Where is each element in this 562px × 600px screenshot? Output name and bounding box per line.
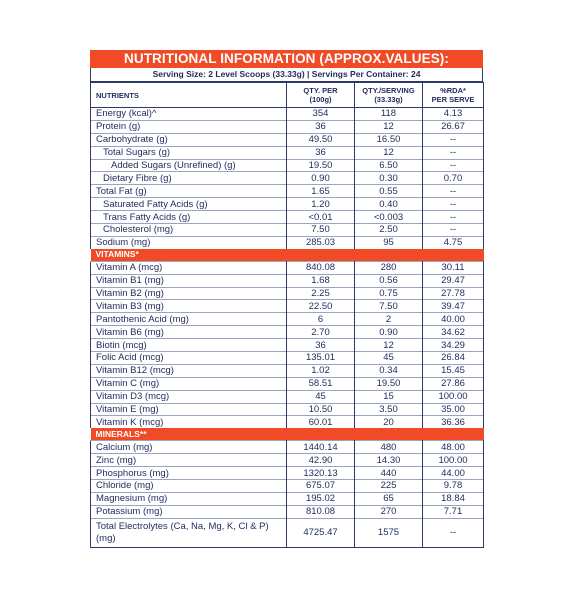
qty-per-100g-cell: 7.50	[287, 224, 355, 237]
rda-percent-cell: --	[423, 224, 484, 237]
rda-percent-cell: 100.00	[423, 390, 484, 403]
nutrient-name-cell: Vitamin C (mg)	[91, 377, 287, 390]
table-row	[91, 198, 484, 211]
qty-per-100g-cell: 840.08	[287, 261, 355, 274]
qty-per-serving-cell: 225	[355, 480, 423, 493]
qty-per-serving-cell: 0.55	[355, 185, 423, 198]
rda-percent-cell: --	[423, 185, 484, 198]
qty-per-serving-cell: 19.50	[355, 377, 423, 390]
nutrient-name-cell: Vitamin B3 (mg)	[91, 300, 287, 313]
nutrient-name-cell: Zinc (mg)	[91, 454, 287, 467]
qty-per-serving-cell: 480	[355, 441, 423, 454]
table-row	[91, 492, 484, 505]
rda-percent-cell: 34.29	[423, 339, 484, 352]
rda-percent-cell: 34.62	[423, 326, 484, 339]
rda-percent-cell: 4.75	[423, 236, 484, 248]
rda-percent-cell: --	[423, 198, 484, 211]
rda-percent-cell: --	[423, 211, 484, 224]
column-header-per-serving-line2: (33.33g)	[374, 95, 403, 104]
qty-per-100g-cell: 1.68	[287, 274, 355, 287]
table-row	[91, 261, 484, 274]
nutrient-name-cell: Phosphorus (mg)	[91, 467, 287, 480]
qty-per-100g-cell: <0.01	[287, 211, 355, 224]
nutrient-name-cell: Calcium (mg)	[91, 441, 287, 454]
qty-per-serving-cell: 0.56	[355, 274, 423, 287]
rda-percent-cell: 26.84	[423, 352, 484, 365]
qty-per-100g-cell: 195.02	[287, 492, 355, 505]
qty-per-100g-cell: 1320.13	[287, 467, 355, 480]
nutrient-name-cell: Magnesium (mg)	[91, 492, 287, 505]
rda-percent-cell: 18.84	[423, 492, 484, 505]
qty-per-serving-cell: 118	[355, 108, 423, 121]
rda-percent-cell: 30.11	[423, 261, 484, 274]
qty-per-100g-cell: 45	[287, 390, 355, 403]
qty-per-100g-cell: 36	[287, 146, 355, 159]
qty-per-serving-cell: 0.34	[355, 364, 423, 377]
qty-per-serving-cell: <0.003	[355, 211, 423, 224]
table-row	[91, 313, 484, 326]
rda-percent-cell: 26.67	[423, 120, 484, 133]
qty-per-100g-cell: 810.08	[287, 505, 355, 518]
qty-per-100g-cell: 354	[287, 108, 355, 121]
qty-per-100g-cell: 6	[287, 313, 355, 326]
qty-per-serving-cell: 0.90	[355, 326, 423, 339]
qty-per-100g-cell: 58.51	[287, 377, 355, 390]
nutrient-name-cell: Vitamin B12 (mcg)	[91, 364, 287, 377]
qty-per-serving-cell: 440	[355, 467, 423, 480]
rda-percent-cell: 27.86	[423, 377, 484, 390]
rda-percent-cell: 40.00	[423, 313, 484, 326]
rda-percent-cell: 0.70	[423, 172, 484, 185]
rda-percent-cell: 100.00	[423, 454, 484, 467]
nutrient-name-cell: Total Fat (g)	[91, 185, 287, 198]
nutrient-name-cell: Vitamin B2 (mg)	[91, 287, 287, 300]
column-header-rda-line1: %RDA*	[440, 86, 466, 95]
qty-per-100g-cell: 4725.47	[287, 518, 355, 547]
nutrition-facts-panel	[90, 50, 483, 548]
rda-percent-cell: --	[423, 159, 484, 172]
nutrient-name-cell: Potassium (mg)	[91, 505, 287, 518]
table-row	[91, 364, 484, 377]
qty-per-100g-cell: 285.03	[287, 236, 355, 248]
qty-per-serving-cell: 65	[355, 492, 423, 505]
table-row	[91, 224, 484, 237]
rda-percent-cell: 9.78	[423, 480, 484, 493]
table-row	[91, 454, 484, 467]
nutrient-name-cell: Chloride (mg)	[91, 480, 287, 493]
qty-per-100g-cell: 36	[287, 120, 355, 133]
rda-percent-cell: 36.36	[423, 416, 484, 428]
qty-per-100g-cell: 2.25	[287, 287, 355, 300]
qty-per-serving-cell: 0.40	[355, 198, 423, 211]
section-header	[91, 428, 484, 441]
table-row	[91, 146, 484, 159]
nutrient-name-cell: Pantothenic Acid (mg)	[91, 313, 287, 326]
qty-per-serving-cell: 12	[355, 120, 423, 133]
nutrient-name-cell: Added Sugars (Unrefined) (g)	[91, 159, 287, 172]
table-row	[91, 133, 484, 146]
nutrient-name-cell: Dietary Fibre (g)	[91, 172, 287, 185]
table-row	[91, 390, 484, 403]
table-row	[91, 339, 484, 352]
rda-percent-cell: 7.71	[423, 505, 484, 518]
qty-per-100g-cell: 2.70	[287, 326, 355, 339]
table-row	[91, 211, 484, 224]
section-header	[91, 249, 484, 262]
qty-per-serving-cell: 280	[355, 261, 423, 274]
qty-per-100g-cell: 1.65	[287, 185, 355, 198]
rda-percent-cell: 44.00	[423, 467, 484, 480]
section-label: MINERALS**	[91, 428, 484, 441]
nutrient-name-cell: Vitamin E (mg)	[91, 403, 287, 416]
qty-per-serving-cell: 95	[355, 236, 423, 248]
rda-percent-cell: --	[423, 146, 484, 159]
qty-per-serving-cell: 3.50	[355, 403, 423, 416]
rda-percent-cell: 4.13	[423, 108, 484, 121]
rda-percent-cell: --	[423, 518, 484, 547]
qty-per-serving-cell: 16.50	[355, 133, 423, 146]
rda-percent-cell: 35.00	[423, 403, 484, 416]
qty-per-100g-cell: 1440.14	[287, 441, 355, 454]
rda-percent-cell: 29.47	[423, 274, 484, 287]
qty-per-100g-cell: 19.50	[287, 159, 355, 172]
qty-per-100g-cell: 1.02	[287, 364, 355, 377]
qty-per-100g-cell: 675.07	[287, 480, 355, 493]
qty-per-serving-cell: 12	[355, 146, 423, 159]
qty-per-serving-cell: 0.75	[355, 287, 423, 300]
nutrient-name-cell: Trans Fatty Acids (g)	[91, 211, 287, 224]
qty-per-serving-cell: 14.30	[355, 454, 423, 467]
qty-per-serving-cell: 12	[355, 339, 423, 352]
nutrient-name-cell: Vitamin B6 (mg)	[91, 326, 287, 339]
qty-per-100g-cell: 36	[287, 339, 355, 352]
nutrient-name-cell: Vitamin K (mcg)	[91, 416, 287, 428]
qty-per-100g-cell: 42.90	[287, 454, 355, 467]
column-header-per-100g	[287, 83, 355, 108]
nutrient-name-cell: Total Sugars (g)	[91, 146, 287, 159]
qty-per-serving-cell: 2	[355, 313, 423, 326]
qty-per-100g-cell: 1.20	[287, 198, 355, 211]
nutrient-name-cell: Vitamin A (mcg)	[91, 261, 287, 274]
column-header-per-100g-line1: QTY. PER	[303, 86, 338, 95]
table-row	[91, 172, 484, 185]
nutrient-name-cell: Protein (g)	[91, 120, 287, 133]
qty-per-100g-cell: 10.50	[287, 403, 355, 416]
panel-title: NUTRITIONAL INFORMATION (APPROX.VALUES):	[90, 50, 483, 68]
column-header-per-serving	[355, 83, 423, 108]
nutrition-table-body	[91, 108, 484, 548]
table-row	[91, 441, 484, 454]
table-row	[91, 108, 484, 121]
nutrient-name-cell: Total Electrolytes (Ca, Na, Mg, K, Cl & P) (mg)	[91, 518, 287, 547]
nutrient-name-cell: Cholesterol (mg)	[91, 224, 287, 237]
column-header-nutrients: NUTRIENTS	[91, 83, 287, 108]
nutrient-name-cell: Vitamin B1 (mg)	[91, 274, 287, 287]
qty-per-serving-cell: 7.50	[355, 300, 423, 313]
qty-per-serving-cell: 2.50	[355, 224, 423, 237]
nutrient-name-cell: Biotin (mcg)	[91, 339, 287, 352]
nutrient-name-cell: Carbohydrate (g)	[91, 133, 287, 146]
rda-percent-cell: 15.45	[423, 364, 484, 377]
qty-per-serving-cell: 1575	[355, 518, 423, 547]
table-row	[91, 467, 484, 480]
qty-per-100g-cell: 22.50	[287, 300, 355, 313]
qty-per-serving-cell: 15	[355, 390, 423, 403]
qty-per-100g-cell: 49.50	[287, 133, 355, 146]
table-row	[91, 416, 484, 428]
serving-info: Serving Size: 2 Level Scoops (33.33g) | Servings Per Container: 24	[90, 68, 483, 82]
table-row	[91, 236, 484, 248]
table-row	[91, 159, 484, 172]
table-row	[91, 505, 484, 518]
qty-per-serving-cell: 6.50	[355, 159, 423, 172]
rda-percent-cell: 27.78	[423, 287, 484, 300]
nutrient-name-cell: Saturated Fatty Acids (g)	[91, 198, 287, 211]
qty-per-serving-cell: 0.30	[355, 172, 423, 185]
table-row	[91, 480, 484, 493]
table-row	[91, 377, 484, 390]
qty-per-serving-cell: 45	[355, 352, 423, 365]
column-header-per-100g-line2: (100g)	[309, 95, 332, 104]
table-row	[91, 300, 484, 313]
column-header-per-serving-line1: QTY./SERVING	[362, 86, 415, 95]
table-row	[91, 274, 484, 287]
table-row	[91, 185, 484, 198]
section-label: VITAMINS*	[91, 249, 484, 262]
column-header-rda	[423, 83, 484, 108]
table-header-row	[91, 83, 484, 108]
nutrient-name-cell: Vitamin D3 (mcg)	[91, 390, 287, 403]
table-row	[91, 403, 484, 416]
table-row	[91, 352, 484, 365]
qty-per-100g-cell: 135.01	[287, 352, 355, 365]
table-row	[91, 326, 484, 339]
qty-per-serving-cell: 270	[355, 505, 423, 518]
rda-percent-cell: --	[423, 133, 484, 146]
rda-percent-cell: 39.47	[423, 300, 484, 313]
rda-percent-cell: 48.00	[423, 441, 484, 454]
qty-per-serving-cell: 20	[355, 416, 423, 428]
nutrient-name-cell: Folic Acid (mcg)	[91, 352, 287, 365]
table-row	[91, 287, 484, 300]
nutrition-table	[90, 82, 484, 548]
table-row	[91, 518, 484, 547]
column-header-rda-line2: PER SERVE	[431, 95, 475, 104]
table-row	[91, 120, 484, 133]
qty-per-100g-cell: 60.01	[287, 416, 355, 428]
nutrient-name-cell: Sodium (mg)	[91, 236, 287, 248]
nutrient-name-cell: Energy (kcal)^	[91, 108, 287, 121]
qty-per-100g-cell: 0.90	[287, 172, 355, 185]
